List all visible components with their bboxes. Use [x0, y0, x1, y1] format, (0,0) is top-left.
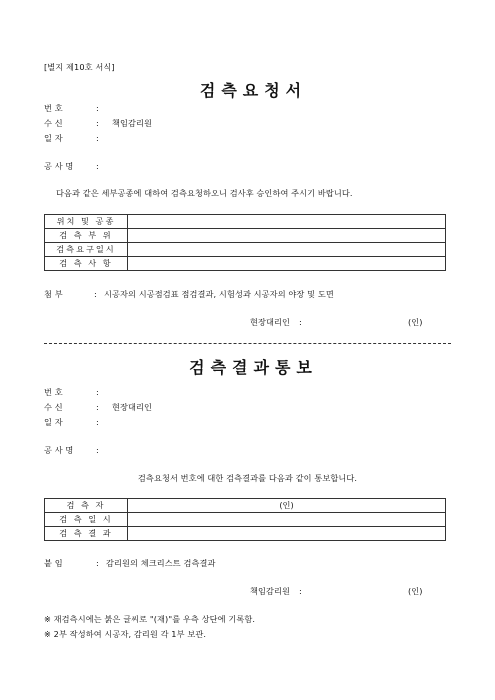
result-body-text: 검측요청서 번호에 대한 검측결과를 다음과 같이 통보합니다. [137, 473, 358, 483]
result-attach-sep: : [96, 558, 99, 568]
table-row [45, 513, 446, 527]
request-recipient-value: 책임감리원 [112, 118, 153, 128]
result-attach-label: 붙 임 [44, 558, 63, 568]
request-signer-role: 현장대리인 [250, 317, 291, 327]
result-signer-sep: : [299, 586, 302, 596]
table-value-inspection-date [128, 513, 446, 527]
request-project-label: 공 사 명 [44, 161, 74, 171]
table-row [45, 527, 446, 541]
note-recheck: ※ 재검측시에는 붉은 글씨로 "(재)"를 우측 상단에 기록함. [44, 614, 256, 624]
result-signer-seal: (인) [408, 586, 423, 596]
request-recipient-label: 수 신 [44, 118, 63, 128]
table-value-items [128, 257, 446, 271]
table-value-requested-date [128, 243, 446, 257]
table-value-inspector: (인) [128, 499, 446, 513]
result-date-sep: : [96, 417, 99, 427]
result-date-label: 일 자 [44, 417, 63, 427]
request-date-label: 일 자 [44, 133, 63, 143]
request-table [44, 214, 446, 271]
request-attach-sep: : [94, 289, 97, 299]
result-recipient-value: 현장대리인 [112, 402, 153, 412]
table-label-requested-date: 검측요구일시 [45, 243, 128, 257]
result-number-label: 번 호 [44, 387, 63, 397]
table-row [45, 215, 446, 229]
result-title: 검측결과통보 [189, 358, 318, 377]
table-label-inspection-result: 검 측 결 과 [45, 527, 128, 541]
result-recipient-sep: : [96, 402, 99, 412]
table-label-items: 검 측 사 항 [45, 257, 128, 271]
table-label-inspection-date: 검 측 일 시 [45, 513, 128, 527]
result-table [44, 498, 446, 541]
result-project-label: 공 사 명 [44, 445, 74, 455]
table-value-part [128, 229, 446, 243]
table-row [45, 243, 446, 257]
request-date-sep: : [96, 133, 99, 143]
request-attach-text: 시공자의 시공점검표 점검결과, 시험성과 시공자의 야장 및 도면 [104, 289, 334, 299]
result-signer-role: 책임감리원 [250, 586, 291, 596]
note-copies: ※ 2부 작성하여 시공자, 감리원 각 1부 보관. [44, 629, 207, 639]
result-number-sep: : [96, 387, 99, 397]
result-project-sep: : [96, 445, 99, 455]
request-number-sep: : [96, 103, 99, 113]
form-reference: [별지 제10호 서식] [44, 62, 115, 72]
table-row [45, 257, 446, 271]
request-attach-label: 첨 부 [44, 289, 63, 299]
result-attach-text: 감리원의 체크리스트 검측결과 [106, 558, 216, 568]
request-signer-seal: (인) [408, 317, 423, 327]
table-value-location [128, 215, 446, 229]
request-number-label: 번 호 [44, 103, 63, 113]
table-label-location: 위치 및 공종 [45, 215, 128, 229]
table-row [45, 229, 446, 243]
table-row [45, 499, 446, 513]
request-title: 검측요청서 [199, 81, 308, 100]
request-recipient-sep: : [96, 118, 99, 128]
section-divider [44, 343, 451, 344]
table-label-part: 검 측 부 위 [45, 229, 128, 243]
result-recipient-label: 수 신 [44, 402, 63, 412]
table-value-inspection-result [128, 527, 446, 541]
request-signer-sep: : [299, 317, 302, 327]
request-project-sep: : [96, 161, 99, 171]
request-body-text: 다음과 같은 세부공종에 대하여 검측요청하오니 검사후 승인하여 주시기 바랍니다. [56, 188, 353, 198]
table-label-inspector: 검 측 자 [45, 499, 128, 513]
